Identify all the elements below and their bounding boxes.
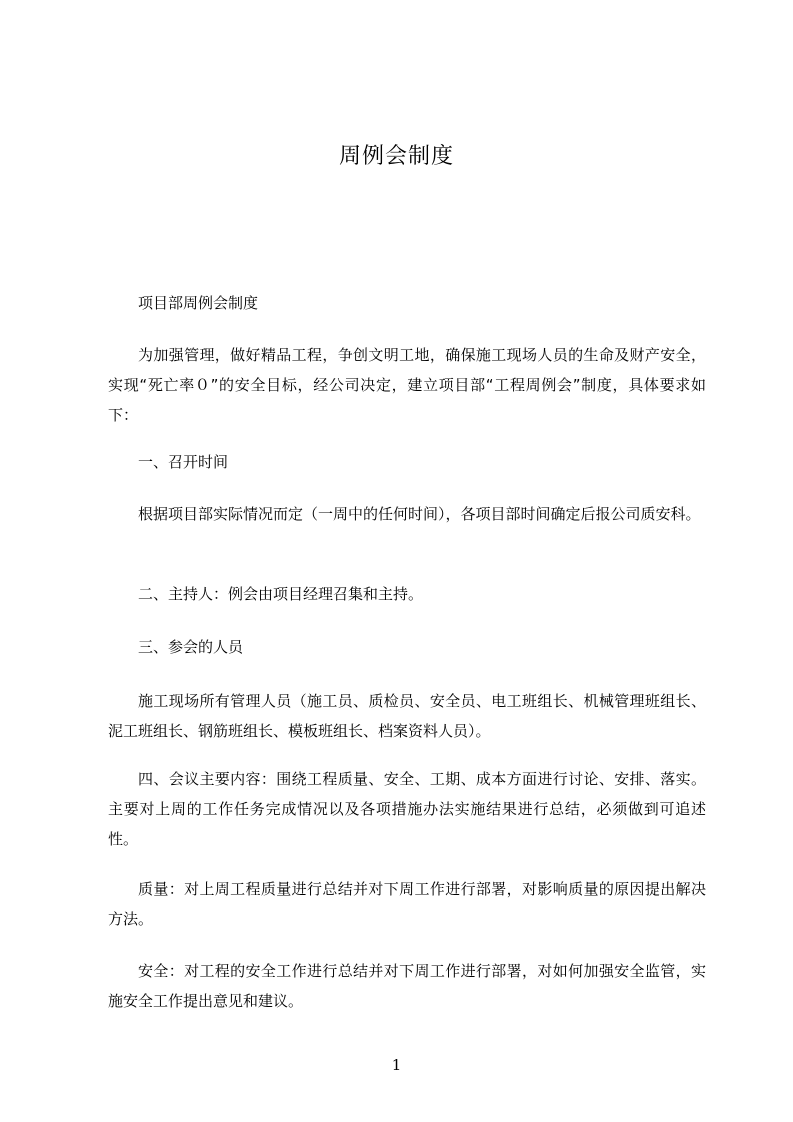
quality-paragraph: 质量：对上周工程质量进行总结并对下周工作进行部署，对影响质量的原因提出解决方法。 <box>108 880 706 928</box>
host-paragraph: 二、主持人：例会由项目经理召集和主持。 <box>138 585 424 603</box>
attendees-paragraph: 施工现场所有管理人员（施工员、质检员、安全员、电工班组长、机械管理班组长、泥工班组长、钢筋班组长、模板班组长、档案资料人员）。 <box>108 692 706 740</box>
section-heading-attendees: 三、参会的人员 <box>138 638 244 656</box>
content-paragraph: 四、会议主要内容：围绕工程质量、安全、工期、成本方面进行讨论、安排、落实。主要对上周的工作任务完成情况以及各项措施办法实施结果进行总结，必须做到可追述性。 <box>108 770 706 848</box>
safety-paragraph: 安全：对工程的安全工作进行总结并对下周工作进行部署，对如何加强安全监管，实施安全工作提出意见和建议。 <box>108 962 706 1010</box>
page-number: 1 <box>391 1056 402 1074</box>
intro-paragraph: 为加强管理，做好精品工程，争创文明工地，确保施工现场人员的生命及财产安全，实现“死亡率０”的安全目标，经公司决定，建立项目部“工程周例会”制度，具体要求如下： <box>108 346 706 424</box>
document-title: 周例会制度 <box>338 144 454 169</box>
subtitle-paragraph: 项目部周例会制度 <box>138 294 259 312</box>
time-paragraph: 根据项目部实际情况而定（一周中的任何时间），各项目部时间确定后报公司质安科。 <box>138 505 701 523</box>
section-heading-time: 一、召开时间 <box>138 453 229 471</box>
